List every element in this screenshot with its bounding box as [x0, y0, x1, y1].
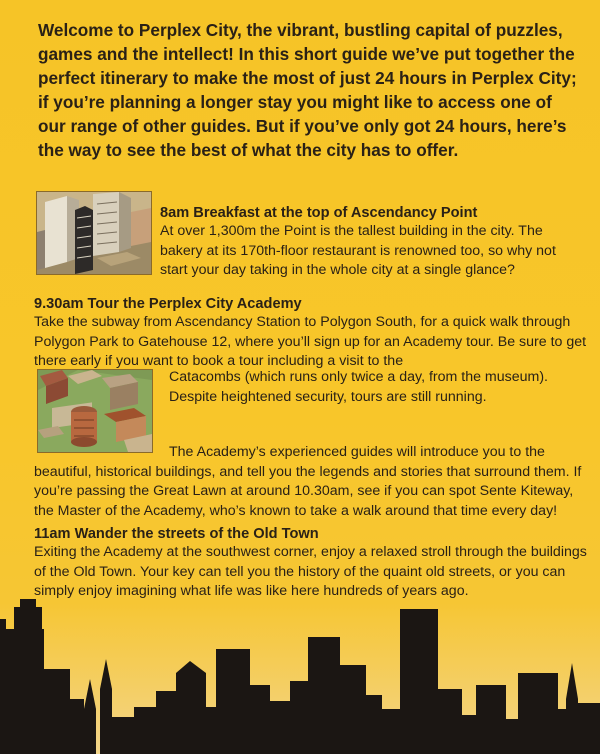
academy-image	[37, 369, 153, 453]
section-body-bottom: beautiful, historical buildings, and tell you the legends and stories that surround them. If you’re passing the Great Lawn at around 10.30am, see if you can spot Sente Kiteway, the Master of the Academy, who’s known to take a walk around that time every day!	[34, 463, 582, 519]
section-title	[34, 295, 589, 313]
section-body-indent-block	[169, 368, 589, 407]
section-body-bottom-block	[34, 443, 589, 521]
section-body: At over 1,300m the Point is the tallest building in the city. The bakery at its 170th-floor restaurant is renowned too, so why not start your day taking in the whole city at a single glance?	[160, 223, 556, 279]
academy-buildings-illustration	[38, 370, 152, 452]
section-academy-tour	[34, 295, 589, 519]
section-heading: Breakfast at the top of Ascendancy Point	[189, 205, 478, 221]
section-breakfast	[160, 204, 585, 281]
intro-lead: Welcome to Perplex City,	[38, 20, 242, 40]
section-body-bottom-lead: The Academy’s experienced guides will introduce you to the	[169, 444, 545, 460]
section-body-top: Take the subway from Ascendancy Station to Polygon South, for a quick walk through Polygon Park to Gatehouse 12, where you’ll sign up for an Academy tour. Be sure to get there early if you want to book a tour including a visit to the	[34, 314, 587, 370]
section-time: 9.30am	[34, 296, 84, 312]
city-towers-illustration	[37, 192, 151, 274]
intro-text: the vibrant, bustling capital of puzzles, games and the intellect! In this short guide we’ve put together the perfect itinerary to make the most of just 24 hours in Perplex City; if you’re planning a longer stay you might like to access one of our range of other guides. But if you’ve only got 24 hours, here’s the way to see the best of what the city has to offer.	[38, 20, 577, 160]
section-title	[160, 204, 585, 222]
section-body: Exiting the Academy at the southwest corner, enjoy a relaxed stroll through the buildings of the Old Town. Your key can tell you the history of the quaint old streets, or you can simply enjoy imagining what life was like here hundreds of years ago.	[34, 544, 587, 600]
section-time: 11am	[34, 526, 71, 542]
ascendancy-point-image	[36, 191, 152, 275]
section-time: 8am	[160, 205, 190, 221]
section-body-indent: Catacombs (which runs only twice a day, from the museum). Despite heightened security, tours are still running.	[169, 369, 548, 405]
section-title	[34, 525, 589, 543]
section-heading: Tour the Perplex City Academy	[83, 296, 302, 312]
city-skyline-silhouette	[0, 589, 600, 754]
intro-paragraph	[38, 18, 578, 162]
section-heading: Wander the streets of the Old Town	[70, 526, 319, 542]
